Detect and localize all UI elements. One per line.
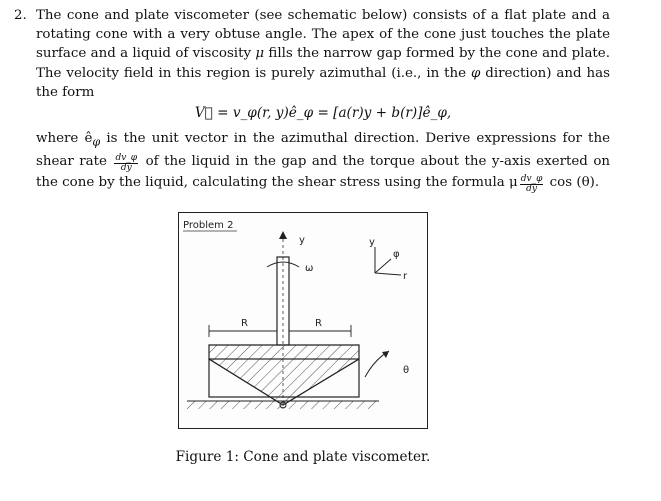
problem-paragraph-2: where $ê_\varphi$ is the unit vector in the azimuthal direction. Derive expressions for the shear rate $\frac{dv\_\varphi}{dy}$ of the liquid in the gap and the torque about the y-axis exerted on the cone by the liquid, calculating the shear stress using the formula μ $\frac{dv\_\varphi}{dy}$ cos (θ). bbox=[36, 131, 611, 195]
para2-text-d: cos (θ). bbox=[545, 175, 600, 191]
label-R-left: R bbox=[241, 318, 248, 329]
shear-formula-fraction bbox=[520, 175, 544, 194]
problem-2 bbox=[14, 6, 610, 194]
triad-label-r: r bbox=[403, 271, 408, 282]
para2-text-b: is the unit vector in the azimuthal direction. Derive expressions for the shear rate bbox=[36, 131, 610, 170]
figure-caption bbox=[0, 449, 661, 465]
frac-denominator-2: dy bbox=[526, 184, 537, 195]
triad-r-axis bbox=[375, 273, 401, 275]
velocity-equation-text: V⃗ = v_φ(r, y)ê_φ = [a(r)y + b(r)]ê_φ, bbox=[194, 105, 452, 122]
label-theta: θ bbox=[403, 365, 410, 376]
shear-rate-fraction bbox=[114, 154, 138, 173]
frac-numerator: dv_φ bbox=[115, 153, 138, 164]
label-omega: ω bbox=[305, 263, 314, 274]
viscometer-schematic bbox=[179, 213, 427, 428]
frac-denominator: dy bbox=[120, 163, 132, 174]
problem-paragraph-1: The cone and plate viscometer (see schematic below) consists of a flat plate and a rotating cone with a very obtuse angle. The apex of the cone just touches the plate surface and a liquid of viscosity μ fills the narrow gap formed by the cone and plate. The velocity field in this region is purely azimuthal (i.e., in the φ direction) and has the form bbox=[36, 8, 610, 100]
triad-label-y: y bbox=[369, 237, 375, 248]
y-arrow bbox=[279, 231, 287, 239]
problem-number: 2. bbox=[14, 8, 27, 23]
triad-label-phi: φ bbox=[393, 249, 400, 260]
para2-text-c: of the liquid in the gap and the torque about the y-axis exerted on the cone by the liquid, calculating the shear stress using the formula μ bbox=[36, 154, 611, 191]
para2-text-a: where ê bbox=[36, 131, 93, 147]
viscometer-figure bbox=[178, 212, 428, 429]
label-R-right: R bbox=[315, 318, 322, 329]
velocity-equation bbox=[36, 104, 610, 123]
cone bbox=[209, 345, 359, 405]
label-y: y bbox=[299, 235, 305, 246]
handwritten-title: Problem 2 bbox=[183, 220, 234, 231]
triad-phi-axis bbox=[375, 259, 391, 273]
frac-numerator-2: dv_φ bbox=[520, 174, 543, 185]
figure-caption-text: Figure 1: Cone and plate viscometer. bbox=[175, 449, 431, 465]
